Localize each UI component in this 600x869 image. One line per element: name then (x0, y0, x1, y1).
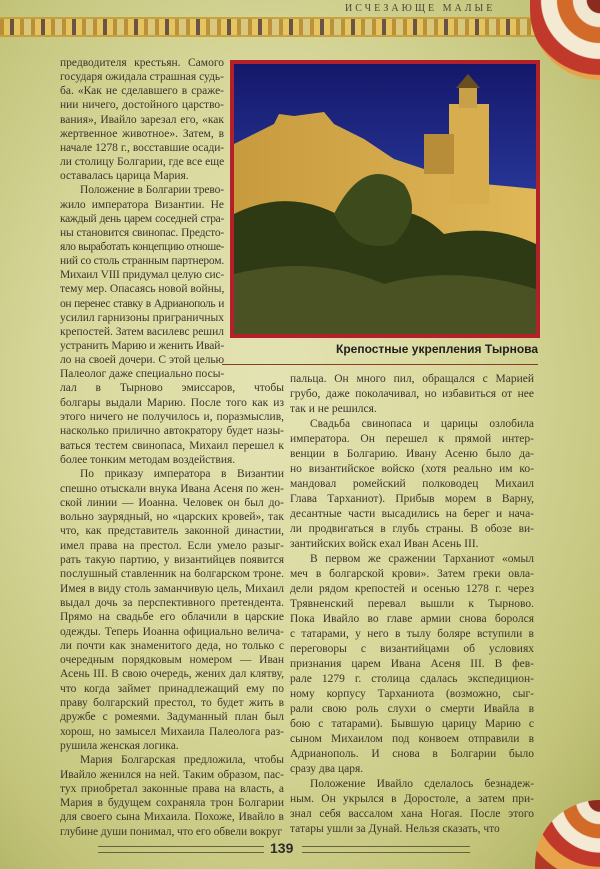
text-line: государя ожидала страшная судь- (60, 71, 224, 84)
figure-caption: Крепостные укрепления Тырнова (336, 342, 539, 356)
text-line: для своего сына Михаила. Похоже, Ивайло в (60, 811, 284, 824)
text-line: выдал дочь за перспективного претендента. (60, 596, 284, 609)
page-number: 139 (270, 840, 294, 856)
text-line: Трявненский перевал вышли к Тырново. (290, 598, 534, 610)
text-line: жертвенное животное». Затем, в (60, 127, 224, 140)
text-line: венции в Болгарию. Ивану Асеню было да- (290, 448, 534, 460)
text-line: Прямо на свадьбе его облачили в царские (60, 611, 284, 624)
text-line: ний со столь странным партнером. (60, 255, 224, 268)
text-line: усилил гарнизоны приграничных (60, 311, 224, 324)
text-line: каждый день царем соседней стра- (60, 212, 224, 225)
text-line: ным. Он укрылся в Доростоле, а затем при- (290, 793, 534, 805)
text-line: десантные части высадились на берег и нача- (290, 508, 534, 520)
text-line: ли почти как знаменитого деда, но только с (60, 639, 284, 652)
text-line: Положение в Болгарии трево- (80, 184, 224, 197)
text-line: сыном Михаилом под конвоем отправили в (290, 733, 534, 745)
text-line: Адрианополь. И снова в Болгарии было (290, 748, 534, 760)
text-line: жило императора Византии. Не (60, 198, 224, 211)
text-line: Мария в будущем сохраняла трон Болгарии (60, 797, 284, 810)
text-line: крепостей. Затем василевс решил (60, 325, 225, 338)
text-line: Ивайло женился на ней. Таким образом, пас- (60, 768, 284, 781)
text-line: Михаил VIII придумал целую сис- (60, 269, 224, 282)
text-line: зантийских войск ехал Иван Асень III. (290, 538, 479, 550)
text-line: Палеолог даже специально посы- (60, 368, 225, 381)
text-line: что когда займет принадлежащий ему по (60, 682, 284, 695)
text-line: спешно отыскали внука Ивана Асеня по жен- (60, 482, 284, 495)
text-line: ваться тестем свинопаса, Михаил перешел к (60, 439, 284, 452)
text-line: оставалась царица Мария. (60, 170, 189, 183)
text-line: Положение Ивайло сделалось безнадеж- (310, 778, 534, 790)
text-line: ба. «Как не сделавшего в сраже- (60, 85, 224, 98)
text-line: тух приобретал законные права на власть, а (60, 782, 284, 795)
text-line: рале 1279 г. столица сдалась экспедицион- (290, 673, 534, 685)
text-line: В первом же сражении Тарханиот «омыл (310, 553, 534, 565)
text-line: праву болгарский престол, то будет жить в (60, 697, 284, 710)
text-line: рать такую партию, у византийцев появится (60, 554, 284, 567)
text-line: с татарами, у него в тылу боляре вступили в (290, 628, 534, 640)
text-line: послушный ставленник на болгарском троне. (60, 568, 284, 581)
footer-rule-right (302, 846, 470, 853)
text-line: вания», Ивайло зарезал его, «как (60, 113, 224, 126)
text-line: дружбе с ромеями. Задуманный план был (60, 711, 284, 724)
text-line: ло на своей дочери. С этой целью (60, 354, 224, 367)
text-line: меч в болгарской крови». Затем греки овла- (290, 568, 534, 580)
text-line: мандовал ромейский полководец Михаил (290, 478, 534, 490)
text-line: ли продвигаться в глубь страны. В обозе ви- (290, 523, 534, 535)
text-line: ской линии — Иоанна. Человек он был до- (60, 496, 284, 509)
text-line: вольно заурядный, но «царских кровей», так (60, 511, 284, 524)
text-line: глубине души понимал, что его обвели вокруг (60, 825, 282, 838)
text-line: ны становится свинопас. Предсто- (60, 226, 224, 239)
text-line: татары ушли за Дунай. Нельзя сказать, что (290, 823, 500, 835)
text-line: пальца. Он много пил, обращался с Марией (290, 373, 534, 385)
text-line: хорош, но замысел Михаила Палеолога раз- (60, 725, 284, 738)
text-line: начале 1278 г., восставшие осади- (60, 141, 224, 154)
footer-rule-left (98, 846, 264, 853)
text-line: ному корпусу Тарханиота (возможно, сыг- (290, 688, 534, 700)
text-line: бою с татарами). Бывшую царицу Марию с (290, 718, 534, 730)
text-line: но византийское войско (хотя реально им ко- (290, 463, 534, 475)
text-line: этого ничего не получилось и, поразмыслив, (60, 411, 284, 424)
text-line: предводителя крестьян. Самого (60, 57, 224, 69)
text-line: очередным порядковым номером — Иван (60, 654, 284, 667)
text-line: сразу два царя. (290, 763, 364, 775)
text-line: рушила женская логика. (60, 739, 179, 752)
ornamental-border (0, 17, 600, 37)
text-line: рали свою роль слухи о смерти Ивайла в (290, 703, 534, 715)
text-line: болгары выдали Марию. После того как из (60, 396, 284, 409)
text-line: Асень III. В свою очередь, жених дал клятву, (60, 668, 284, 681)
text-line: имел права на престол. Если умело разыг- (60, 539, 284, 552)
text-line: Глава Тарханиот). Прибыв морем в Варну, (290, 493, 534, 505)
text-line: Имея в виду столь заманчивую цель, Михаил (60, 582, 284, 595)
text-line: знал себя вассалом хана Ногая. После этого (290, 808, 534, 820)
text-line: лал в Тырново эмиссаров, чтобы (60, 382, 284, 395)
caption-rule (222, 364, 538, 365)
text-line: Свадьба свинопаса и царицы озлобила (310, 418, 534, 430)
fortress-photo (230, 60, 540, 338)
text-line: Пока Ивайло во главе армии снова боролся (290, 613, 534, 625)
text-line: императора. Он перешел к прямой интер- (290, 433, 534, 445)
text-line: нии ничего, достойного царство- (60, 99, 224, 112)
text-line: Мария Болгарская предложила, чтобы (80, 754, 284, 767)
text-line: ли столицу Болгарии, где все еще (60, 156, 225, 169)
text-line: яло выработать концепцию отноше- (60, 240, 224, 253)
running-header: ИСЧЕЗАЮЩЕ МАЛЫЕ (345, 3, 496, 14)
text-line: переговоры с византийцами об условиях (290, 643, 534, 655)
text-line: одежды. Теперь Иоанна официально велича- (60, 625, 284, 638)
text-line: более тонким методам воздействия. (60, 453, 236, 466)
text-line: признания царем Ивана Асеня III. В фев- (290, 658, 534, 670)
text-line: что, как представитель законной династии, (60, 525, 284, 538)
text-line: По приказу императора в Византии (80, 468, 284, 481)
text-line: он перенес ставку в Адрианополь и (60, 297, 224, 310)
text-line: дели рядом крепостей и осенью 1278 г. через (290, 583, 534, 595)
text-line: тему мер. Опасаясь новой войны, (60, 283, 225, 296)
text-line: насколько прилично автократору будет назы- (60, 425, 284, 438)
text-line: так и не решился. (290, 403, 377, 415)
text-line: устранить Марию и женить Ивай- (60, 340, 225, 352)
corner-ornament-top (530, 0, 600, 80)
corner-ornament-bottom (535, 800, 600, 869)
text-line: грубо, даже поколачивал, но избавиться от нее (290, 388, 534, 400)
